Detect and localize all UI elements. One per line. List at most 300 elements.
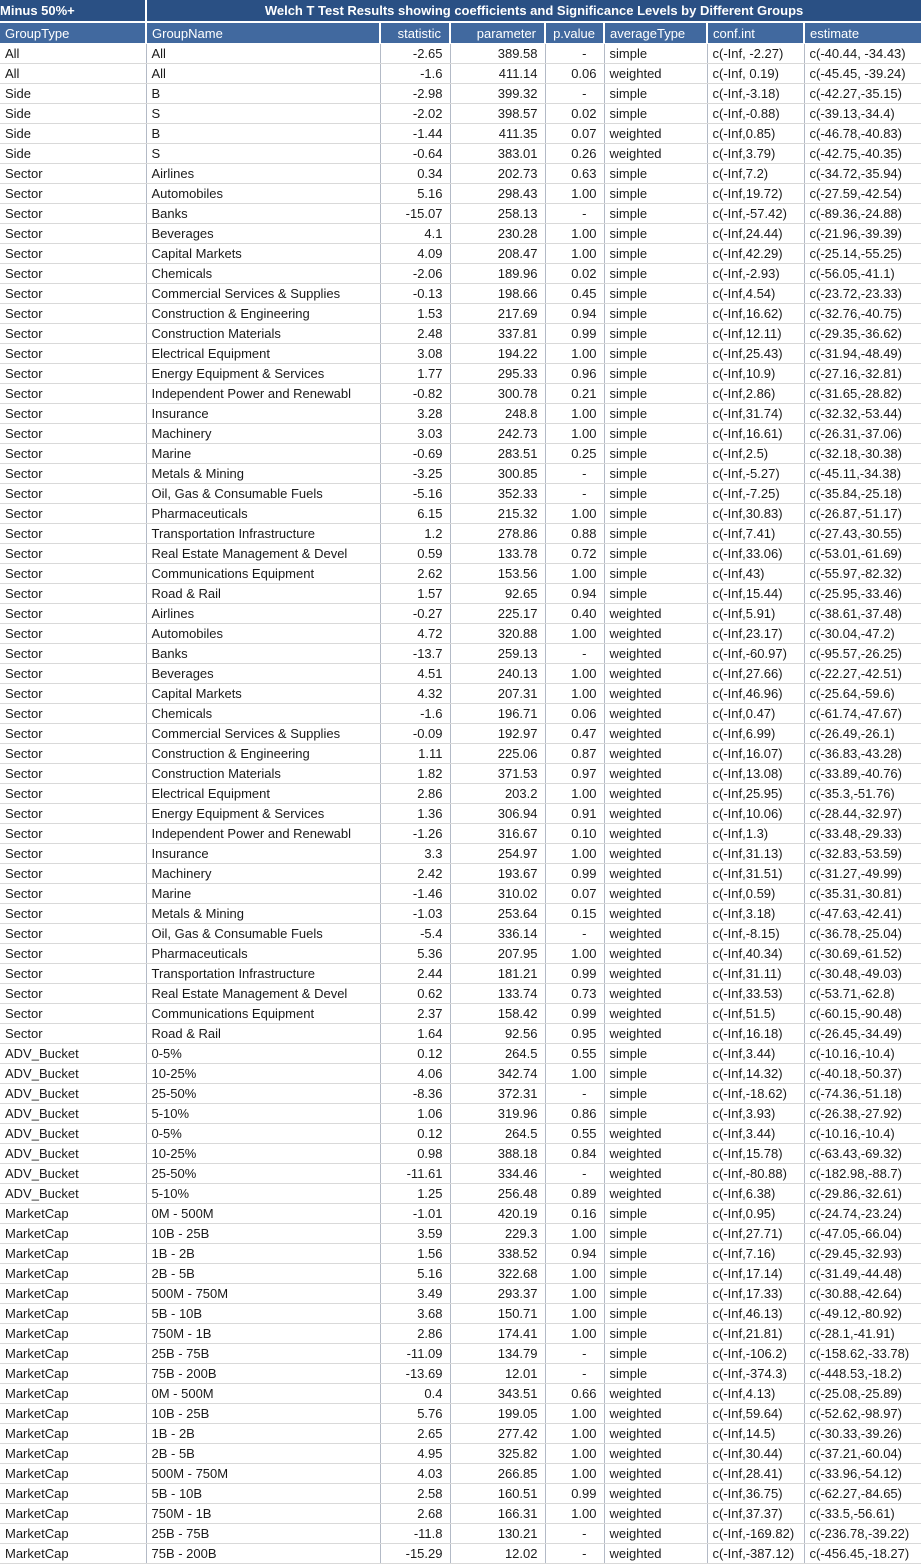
cell-statistic[interactable]: 1.06 bbox=[380, 1104, 450, 1124]
cell-grouptype[interactable]: ADV_Bucket bbox=[0, 1104, 146, 1124]
cell-estimate[interactable]: c(-32.18,-30.38) bbox=[804, 444, 921, 464]
cell-estimate[interactable]: c(-31.65,-28.82) bbox=[804, 384, 921, 404]
cell-pvalue[interactable]: 0.16 bbox=[545, 1204, 604, 1224]
cell-grouptype[interactable]: ADV_Bucket bbox=[0, 1144, 146, 1164]
cell-parameter[interactable]: 203.2 bbox=[450, 784, 545, 804]
cell-averagetype[interactable]: simple bbox=[604, 504, 707, 524]
cell-pvalue[interactable]: 1.00 bbox=[545, 1284, 604, 1304]
cell-confint[interactable]: c(-Inf,7.16) bbox=[707, 1244, 804, 1264]
cell-statistic[interactable]: 1.77 bbox=[380, 364, 450, 384]
cell-estimate[interactable]: c(-10.16,-10.4) bbox=[804, 1124, 921, 1144]
cell-pvalue[interactable]: 0.63 bbox=[545, 164, 604, 184]
cell-groupname[interactable]: 1B - 2B bbox=[146, 1244, 380, 1264]
cell-averagetype[interactable]: weighted bbox=[604, 984, 707, 1004]
cell-grouptype[interactable]: MarketCap bbox=[0, 1524, 146, 1544]
cell-confint[interactable]: c(-Inf,33.06) bbox=[707, 544, 804, 564]
cell-pvalue[interactable]: 0.87 bbox=[545, 744, 604, 764]
cell-parameter[interactable]: 278.86 bbox=[450, 524, 545, 544]
cell-grouptype[interactable]: Sector bbox=[0, 884, 146, 904]
cell-averagetype[interactable]: weighted bbox=[604, 1444, 707, 1464]
cell-parameter[interactable]: 343.51 bbox=[450, 1384, 545, 1404]
cell-groupname[interactable]: 0-5% bbox=[146, 1044, 380, 1064]
cell-pvalue[interactable]: 1.00 bbox=[545, 564, 604, 584]
cell-pvalue[interactable]: 0.99 bbox=[545, 964, 604, 984]
cell-pvalue[interactable]: 0.40 bbox=[545, 604, 604, 624]
cell-averagetype[interactable]: weighted bbox=[604, 764, 707, 784]
cell-grouptype[interactable]: MarketCap bbox=[0, 1304, 146, 1324]
cell-statistic[interactable]: -11.09 bbox=[380, 1344, 450, 1364]
cell-confint[interactable]: c(-Inf,-374.3) bbox=[707, 1364, 804, 1384]
cell-grouptype[interactable]: MarketCap bbox=[0, 1204, 146, 1224]
cell-groupname[interactable]: Airlines bbox=[146, 604, 380, 624]
cell-confint[interactable]: c(-Inf,17.14) bbox=[707, 1264, 804, 1284]
cell-parameter[interactable]: 342.74 bbox=[450, 1064, 545, 1084]
cell-averagetype[interactable]: weighted bbox=[604, 124, 707, 144]
cell-averagetype[interactable]: simple bbox=[604, 1324, 707, 1344]
cell-averagetype[interactable]: weighted bbox=[604, 1184, 707, 1204]
cell-groupname[interactable]: Beverages bbox=[146, 224, 380, 244]
cell-estimate[interactable]: c(-27.43,-30.55) bbox=[804, 524, 921, 544]
cell-statistic[interactable]: 0.4 bbox=[380, 1384, 450, 1404]
cell-statistic[interactable]: -2.65 bbox=[380, 44, 450, 64]
cell-pvalue[interactable]: - bbox=[545, 1544, 604, 1564]
cell-parameter[interactable]: 134.79 bbox=[450, 1344, 545, 1364]
cell-statistic[interactable]: 0.59 bbox=[380, 544, 450, 564]
cell-averagetype[interactable]: weighted bbox=[604, 1484, 707, 1504]
cell-confint[interactable]: c(-Inf,-8.15) bbox=[707, 924, 804, 944]
cell-grouptype[interactable]: MarketCap bbox=[0, 1344, 146, 1364]
cell-pvalue[interactable]: 0.66 bbox=[545, 1384, 604, 1404]
col-header-estimate[interactable]: estimate bbox=[804, 22, 921, 44]
cell-estimate[interactable]: c(-32.83,-53.59) bbox=[804, 844, 921, 864]
cell-pvalue[interactable]: 0.06 bbox=[545, 704, 604, 724]
cell-grouptype[interactable]: MarketCap bbox=[0, 1284, 146, 1304]
cell-confint[interactable]: c(-Inf,-5.27) bbox=[707, 464, 804, 484]
cell-groupname[interactable]: Oil, Gas & Consumable Fuels bbox=[146, 924, 380, 944]
cell-statistic[interactable]: 6.15 bbox=[380, 504, 450, 524]
cell-estimate[interactable]: c(-33.5,-56.61) bbox=[804, 1504, 921, 1524]
cell-estimate[interactable]: c(-31.27,-49.99) bbox=[804, 864, 921, 884]
cell-groupname[interactable]: 5-10% bbox=[146, 1184, 380, 1204]
cell-estimate[interactable]: c(-22.27,-42.51) bbox=[804, 664, 921, 684]
cell-averagetype[interactable]: simple bbox=[604, 1104, 707, 1124]
cell-estimate[interactable]: c(-46.78,-40.83) bbox=[804, 124, 921, 144]
cell-confint[interactable]: c(-Inf,24.44) bbox=[707, 224, 804, 244]
cell-grouptype[interactable]: MarketCap bbox=[0, 1324, 146, 1344]
cell-statistic[interactable]: -13.69 bbox=[380, 1364, 450, 1384]
cell-statistic[interactable]: -5.4 bbox=[380, 924, 450, 944]
cell-groupname[interactable]: Marine bbox=[146, 884, 380, 904]
cell-averagetype[interactable]: weighted bbox=[604, 624, 707, 644]
cell-averagetype[interactable]: simple bbox=[604, 484, 707, 504]
cell-parameter[interactable]: 336.14 bbox=[450, 924, 545, 944]
cell-groupname[interactable]: Construction & Engineering bbox=[146, 304, 380, 324]
cell-estimate[interactable]: c(-26.45,-34.49) bbox=[804, 1024, 921, 1044]
cell-averagetype[interactable]: weighted bbox=[604, 844, 707, 864]
cell-pvalue[interactable]: 1.00 bbox=[545, 404, 604, 424]
cell-groupname[interactable]: Metals & Mining bbox=[146, 464, 380, 484]
cell-averagetype[interactable]: simple bbox=[604, 404, 707, 424]
cell-averagetype[interactable]: weighted bbox=[604, 1384, 707, 1404]
cell-averagetype[interactable]: weighted bbox=[604, 1524, 707, 1544]
cell-parameter[interactable]: 283.51 bbox=[450, 444, 545, 464]
cell-statistic[interactable]: 0.62 bbox=[380, 984, 450, 1004]
cell-groupname[interactable]: All bbox=[146, 44, 380, 64]
cell-grouptype[interactable]: Sector bbox=[0, 1024, 146, 1044]
cell-parameter[interactable]: 240.13 bbox=[450, 664, 545, 684]
cell-statistic[interactable]: 2.62 bbox=[380, 564, 450, 584]
cell-groupname[interactable]: 750M - 1B bbox=[146, 1504, 380, 1524]
cell-groupname[interactable]: Insurance bbox=[146, 404, 380, 424]
cell-averagetype[interactable]: weighted bbox=[604, 1424, 707, 1444]
cell-confint[interactable]: c(-Inf,17.33) bbox=[707, 1284, 804, 1304]
cell-pvalue[interactable]: 1.00 bbox=[545, 1504, 604, 1524]
cell-estimate[interactable]: c(-30.48,-49.03) bbox=[804, 964, 921, 984]
cell-groupname[interactable]: S bbox=[146, 104, 380, 124]
cell-statistic[interactable]: -13.7 bbox=[380, 644, 450, 664]
cell-averagetype[interactable]: simple bbox=[604, 84, 707, 104]
cell-groupname[interactable]: Communications Equipment bbox=[146, 1004, 380, 1024]
cell-statistic[interactable]: 2.44 bbox=[380, 964, 450, 984]
cell-grouptype[interactable]: Sector bbox=[0, 204, 146, 224]
cell-estimate[interactable]: c(-42.27,-35.15) bbox=[804, 84, 921, 104]
cell-parameter[interactable]: 254.97 bbox=[450, 844, 545, 864]
cell-groupname[interactable]: 5B - 10B bbox=[146, 1484, 380, 1504]
cell-statistic[interactable]: 3.59 bbox=[380, 1224, 450, 1244]
cell-pvalue[interactable]: 0.10 bbox=[545, 824, 604, 844]
cell-grouptype[interactable]: Side bbox=[0, 124, 146, 144]
cell-groupname[interactable]: Independent Power and Renewabl bbox=[146, 824, 380, 844]
cell-grouptype[interactable]: MarketCap bbox=[0, 1504, 146, 1524]
cell-statistic[interactable]: -1.6 bbox=[380, 704, 450, 724]
cell-averagetype[interactable]: simple bbox=[604, 1244, 707, 1264]
cell-statistic[interactable]: 4.03 bbox=[380, 1464, 450, 1484]
cell-parameter[interactable]: 399.32 bbox=[450, 84, 545, 104]
cell-parameter[interactable]: 198.66 bbox=[450, 284, 545, 304]
cell-grouptype[interactable]: Sector bbox=[0, 784, 146, 804]
cell-groupname[interactable]: Transportation Infrastructure bbox=[146, 524, 380, 544]
cell-pvalue[interactable]: 0.15 bbox=[545, 904, 604, 924]
cell-grouptype[interactable]: MarketCap bbox=[0, 1444, 146, 1464]
cell-confint[interactable]: c(-Inf,2.5) bbox=[707, 444, 804, 464]
cell-confint[interactable]: c(-Inf,-169.82) bbox=[707, 1524, 804, 1544]
cell-averagetype[interactable]: simple bbox=[604, 1364, 707, 1384]
cell-averagetype[interactable]: weighted bbox=[604, 1004, 707, 1024]
cell-pvalue[interactable]: 1.00 bbox=[545, 184, 604, 204]
cell-grouptype[interactable]: Sector bbox=[0, 404, 146, 424]
cell-statistic[interactable]: 1.53 bbox=[380, 304, 450, 324]
cell-parameter[interactable]: 325.82 bbox=[450, 1444, 545, 1464]
cell-averagetype[interactable]: simple bbox=[604, 264, 707, 284]
cell-estimate[interactable]: c(-47.05,-66.04) bbox=[804, 1224, 921, 1244]
cell-groupname[interactable]: S bbox=[146, 144, 380, 164]
cell-parameter[interactable]: 229.3 bbox=[450, 1224, 545, 1244]
cell-pvalue[interactable]: 1.00 bbox=[545, 224, 604, 244]
cell-estimate[interactable]: c(-32.76,-40.75) bbox=[804, 304, 921, 324]
cell-pvalue[interactable]: 1.00 bbox=[545, 1264, 604, 1284]
cell-groupname[interactable]: Banks bbox=[146, 204, 380, 224]
cell-confint[interactable]: c(-Inf,59.64) bbox=[707, 1404, 804, 1424]
cell-estimate[interactable]: c(-35.84,-25.18) bbox=[804, 484, 921, 504]
cell-estimate[interactable]: c(-61.74,-47.67) bbox=[804, 704, 921, 724]
cell-estimate[interactable]: c(-36.78,-25.04) bbox=[804, 924, 921, 944]
cell-statistic[interactable]: 1.2 bbox=[380, 524, 450, 544]
cell-averagetype[interactable]: simple bbox=[604, 524, 707, 544]
cell-confint[interactable]: c(-Inf,2.86) bbox=[707, 384, 804, 404]
cell-groupname[interactable]: 2B - 5B bbox=[146, 1444, 380, 1464]
cell-averagetype[interactable]: simple bbox=[604, 1084, 707, 1104]
cell-confint[interactable]: c(-Inf,31.51) bbox=[707, 864, 804, 884]
cell-statistic[interactable]: 4.32 bbox=[380, 684, 450, 704]
cell-groupname[interactable]: Marine bbox=[146, 444, 380, 464]
cell-parameter[interactable]: 371.53 bbox=[450, 764, 545, 784]
cell-statistic[interactable]: -15.29 bbox=[380, 1544, 450, 1564]
cell-confint[interactable]: c(-Inf,30.83) bbox=[707, 504, 804, 524]
cell-grouptype[interactable]: ADV_Bucket bbox=[0, 1124, 146, 1144]
cell-parameter[interactable]: 319.96 bbox=[450, 1104, 545, 1124]
cell-groupname[interactable]: Transportation Infrastructure bbox=[146, 964, 380, 984]
cell-pvalue[interactable]: 0.21 bbox=[545, 384, 604, 404]
cell-averagetype[interactable]: simple bbox=[604, 464, 707, 484]
cell-statistic[interactable]: -2.98 bbox=[380, 84, 450, 104]
cell-confint[interactable]: c(-Inf,31.13) bbox=[707, 844, 804, 864]
cell-parameter[interactable]: 389.58 bbox=[450, 44, 545, 64]
cell-estimate[interactable]: c(-29.86,-32.61) bbox=[804, 1184, 921, 1204]
cell-pvalue[interactable]: 1.00 bbox=[545, 624, 604, 644]
cell-confint[interactable]: c(-Inf,42.29) bbox=[707, 244, 804, 264]
cell-averagetype[interactable]: weighted bbox=[604, 824, 707, 844]
cell-confint[interactable]: c(-Inf,31.11) bbox=[707, 964, 804, 984]
cell-averagetype[interactable]: simple bbox=[604, 384, 707, 404]
cell-groupname[interactable]: Beverages bbox=[146, 664, 380, 684]
cell-confint[interactable]: c(-Inf,4.54) bbox=[707, 284, 804, 304]
cell-estimate[interactable]: c(-28.44,-32.97) bbox=[804, 804, 921, 824]
cell-statistic[interactable]: 3.28 bbox=[380, 404, 450, 424]
cell-confint[interactable]: c(-Inf,3.44) bbox=[707, 1124, 804, 1144]
cell-grouptype[interactable]: Sector bbox=[0, 864, 146, 884]
cell-averagetype[interactable]: weighted bbox=[604, 1144, 707, 1164]
cell-confint[interactable]: c(-Inf,4.13) bbox=[707, 1384, 804, 1404]
cell-confint[interactable]: c(-Inf, -2.27) bbox=[707, 44, 804, 64]
cell-pvalue[interactable]: 1.00 bbox=[545, 844, 604, 864]
cell-averagetype[interactable]: simple bbox=[604, 224, 707, 244]
cell-parameter[interactable]: 383.01 bbox=[450, 144, 545, 164]
cell-pvalue[interactable]: 0.99 bbox=[545, 1004, 604, 1024]
cell-grouptype[interactable]: Sector bbox=[0, 944, 146, 964]
cell-pvalue[interactable]: 0.25 bbox=[545, 444, 604, 464]
cell-pvalue[interactable]: 0.94 bbox=[545, 584, 604, 604]
cell-groupname[interactable]: Metals & Mining bbox=[146, 904, 380, 924]
cell-parameter[interactable]: 150.71 bbox=[450, 1304, 545, 1324]
cell-statistic[interactable]: -5.16 bbox=[380, 484, 450, 504]
cell-grouptype[interactable]: Sector bbox=[0, 844, 146, 864]
cell-estimate[interactable]: c(-38.61,-37.48) bbox=[804, 604, 921, 624]
cell-parameter[interactable]: 352.33 bbox=[450, 484, 545, 504]
cell-statistic[interactable]: 2.42 bbox=[380, 864, 450, 884]
cell-estimate[interactable]: c(-63.43,-69.32) bbox=[804, 1144, 921, 1164]
cell-parameter[interactable]: 264.5 bbox=[450, 1124, 545, 1144]
cell-averagetype[interactable]: weighted bbox=[604, 724, 707, 744]
cell-pvalue[interactable]: 1.00 bbox=[545, 1424, 604, 1444]
cell-grouptype[interactable]: Sector bbox=[0, 304, 146, 324]
cell-averagetype[interactable]: simple bbox=[604, 1264, 707, 1284]
cell-grouptype[interactable]: Sector bbox=[0, 364, 146, 384]
cell-pvalue[interactable]: 0.99 bbox=[545, 1484, 604, 1504]
cell-statistic[interactable]: -8.36 bbox=[380, 1084, 450, 1104]
cell-confint[interactable]: c(-Inf,-57.42) bbox=[707, 204, 804, 224]
cell-statistic[interactable]: 1.11 bbox=[380, 744, 450, 764]
cell-confint[interactable]: c(-Inf,3.44) bbox=[707, 1044, 804, 1064]
cell-estimate[interactable]: c(-30.04,-47.2) bbox=[804, 624, 921, 644]
cell-confint[interactable]: c(-Inf,27.66) bbox=[707, 664, 804, 684]
cell-pvalue[interactable]: 1.00 bbox=[545, 424, 604, 444]
cell-statistic[interactable]: 4.09 bbox=[380, 244, 450, 264]
cell-grouptype[interactable]: MarketCap bbox=[0, 1484, 146, 1504]
cell-statistic[interactable]: -11.61 bbox=[380, 1164, 450, 1184]
cell-groupname[interactable]: B bbox=[146, 84, 380, 104]
col-header-grouptype[interactable]: GroupType bbox=[0, 22, 146, 44]
cell-confint[interactable]: c(-Inf,28.41) bbox=[707, 1464, 804, 1484]
cell-pvalue[interactable]: 1.00 bbox=[545, 1224, 604, 1244]
cell-confint[interactable]: c(-Inf,30.44) bbox=[707, 1444, 804, 1464]
cell-confint[interactable]: c(-Inf,-7.25) bbox=[707, 484, 804, 504]
cell-parameter[interactable]: 259.13 bbox=[450, 644, 545, 664]
cell-pvalue[interactable]: - bbox=[545, 1084, 604, 1104]
cell-pvalue[interactable]: 0.06 bbox=[545, 64, 604, 84]
cell-statistic[interactable]: 2.48 bbox=[380, 324, 450, 344]
cell-parameter[interactable]: 316.67 bbox=[450, 824, 545, 844]
cell-pvalue[interactable]: 1.00 bbox=[545, 1464, 604, 1484]
cell-grouptype[interactable]: Sector bbox=[0, 284, 146, 304]
cell-estimate[interactable]: c(-45.45, -39.24) bbox=[804, 64, 921, 84]
cell-parameter[interactable]: 398.57 bbox=[450, 104, 545, 124]
cell-estimate[interactable]: c(-33.96,-54.12) bbox=[804, 1464, 921, 1484]
cell-estimate[interactable]: c(-24.74,-23.24) bbox=[804, 1204, 921, 1224]
cell-parameter[interactable]: 277.42 bbox=[450, 1424, 545, 1444]
cell-pvalue[interactable]: - bbox=[545, 464, 604, 484]
cell-groupname[interactable]: Oil, Gas & Consumable Fuels bbox=[146, 484, 380, 504]
cell-averagetype[interactable]: weighted bbox=[604, 664, 707, 684]
cell-grouptype[interactable]: MarketCap bbox=[0, 1424, 146, 1444]
cell-averagetype[interactable]: simple bbox=[604, 584, 707, 604]
cell-grouptype[interactable]: MarketCap bbox=[0, 1544, 146, 1564]
col-header-confint[interactable]: conf.int bbox=[707, 22, 804, 44]
cell-confint[interactable]: c(-Inf,16.07) bbox=[707, 744, 804, 764]
cell-parameter[interactable]: 207.31 bbox=[450, 684, 545, 704]
cell-confint[interactable]: c(-Inf, 0.19) bbox=[707, 64, 804, 84]
cell-confint[interactable]: c(-Inf,-2.93) bbox=[707, 264, 804, 284]
cell-groupname[interactable]: Construction & Engineering bbox=[146, 744, 380, 764]
cell-parameter[interactable]: 130.21 bbox=[450, 1524, 545, 1544]
cell-groupname[interactable]: Construction Materials bbox=[146, 324, 380, 344]
cell-grouptype[interactable]: Sector bbox=[0, 644, 146, 664]
cell-pvalue[interactable]: - bbox=[545, 44, 604, 64]
cell-grouptype[interactable]: Sector bbox=[0, 664, 146, 684]
cell-parameter[interactable]: 334.46 bbox=[450, 1164, 545, 1184]
cell-parameter[interactable]: 133.74 bbox=[450, 984, 545, 1004]
cell-pvalue[interactable]: 0.72 bbox=[545, 544, 604, 564]
cell-groupname[interactable]: 2B - 5B bbox=[146, 1264, 380, 1284]
cell-averagetype[interactable]: simple bbox=[604, 284, 707, 304]
cell-groupname[interactable]: 750M - 1B bbox=[146, 1324, 380, 1344]
cell-parameter[interactable]: 215.32 bbox=[450, 504, 545, 524]
cell-grouptype[interactable]: Sector bbox=[0, 524, 146, 544]
cell-pvalue[interactable]: 0.95 bbox=[545, 1024, 604, 1044]
cell-confint[interactable]: c(-Inf,16.18) bbox=[707, 1024, 804, 1044]
cell-pvalue[interactable]: 0.26 bbox=[545, 144, 604, 164]
cell-parameter[interactable]: 199.05 bbox=[450, 1404, 545, 1424]
cell-parameter[interactable]: 264.5 bbox=[450, 1044, 545, 1064]
cell-groupname[interactable]: 0M - 500M bbox=[146, 1204, 380, 1224]
cell-averagetype[interactable]: simple bbox=[604, 184, 707, 204]
cell-grouptype[interactable]: Sector bbox=[0, 184, 146, 204]
cell-grouptype[interactable]: Sector bbox=[0, 764, 146, 784]
cell-pvalue[interactable]: 0.07 bbox=[545, 124, 604, 144]
cell-statistic[interactable]: 4.1 bbox=[380, 224, 450, 244]
cell-grouptype[interactable]: MarketCap bbox=[0, 1264, 146, 1284]
cell-estimate[interactable]: c(-95.57,-26.25) bbox=[804, 644, 921, 664]
cell-confint[interactable]: c(-Inf,21.81) bbox=[707, 1324, 804, 1344]
cell-grouptype[interactable]: Sector bbox=[0, 984, 146, 1004]
cell-parameter[interactable]: 12.01 bbox=[450, 1364, 545, 1384]
cell-estimate[interactable]: c(-56.05,-41.1) bbox=[804, 264, 921, 284]
cell-estimate[interactable]: c(-30.33,-39.26) bbox=[804, 1424, 921, 1444]
cell-averagetype[interactable]: weighted bbox=[604, 904, 707, 924]
cell-estimate[interactable]: c(-26.87,-51.17) bbox=[804, 504, 921, 524]
cell-pvalue[interactable]: - bbox=[545, 644, 604, 664]
cell-parameter[interactable]: 194.22 bbox=[450, 344, 545, 364]
cell-groupname[interactable]: Capital Markets bbox=[146, 684, 380, 704]
cell-pvalue[interactable]: 0.47 bbox=[545, 724, 604, 744]
cell-statistic[interactable]: 5.76 bbox=[380, 1404, 450, 1424]
cell-grouptype[interactable]: Sector bbox=[0, 344, 146, 364]
cell-statistic[interactable]: 3.08 bbox=[380, 344, 450, 364]
cell-grouptype[interactable]: Side bbox=[0, 84, 146, 104]
cell-averagetype[interactable]: simple bbox=[604, 1204, 707, 1224]
cell-parameter[interactable]: 12.02 bbox=[450, 1544, 545, 1564]
cell-grouptype[interactable]: MarketCap bbox=[0, 1244, 146, 1264]
cell-averagetype[interactable]: weighted bbox=[604, 964, 707, 984]
cell-grouptype[interactable]: Sector bbox=[0, 584, 146, 604]
cell-estimate[interactable]: c(-32.32,-53.44) bbox=[804, 404, 921, 424]
cell-parameter[interactable]: 298.43 bbox=[450, 184, 545, 204]
cell-grouptype[interactable]: ADV_Bucket bbox=[0, 1164, 146, 1184]
cell-parameter[interactable]: 153.56 bbox=[450, 564, 545, 584]
cell-groupname[interactable]: 10-25% bbox=[146, 1064, 380, 1084]
cell-grouptype[interactable]: MarketCap bbox=[0, 1384, 146, 1404]
cell-averagetype[interactable]: weighted bbox=[604, 1404, 707, 1424]
cell-groupname[interactable]: 75B - 200B bbox=[146, 1544, 380, 1564]
col-header-averagetype[interactable]: averageType bbox=[604, 22, 707, 44]
cell-parameter[interactable]: 217.69 bbox=[450, 304, 545, 324]
cell-averagetype[interactable]: weighted bbox=[604, 884, 707, 904]
cell-parameter[interactable]: 92.65 bbox=[450, 584, 545, 604]
cell-groupname[interactable]: 10-25% bbox=[146, 1144, 380, 1164]
cell-parameter[interactable]: 300.78 bbox=[450, 384, 545, 404]
cell-confint[interactable]: c(-Inf,46.13) bbox=[707, 1304, 804, 1324]
cell-grouptype[interactable]: Side bbox=[0, 104, 146, 124]
cell-groupname[interactable]: Communications Equipment bbox=[146, 564, 380, 584]
cell-estimate[interactable]: c(-33.89,-40.76) bbox=[804, 764, 921, 784]
cell-groupname[interactable]: Energy Equipment & Services bbox=[146, 804, 380, 824]
cell-estimate[interactable]: c(-53.71,-62.8) bbox=[804, 984, 921, 1004]
cell-averagetype[interactable]: weighted bbox=[604, 1504, 707, 1524]
cell-confint[interactable]: c(-Inf,14.32) bbox=[707, 1064, 804, 1084]
cell-averagetype[interactable]: simple bbox=[604, 544, 707, 564]
cell-statistic[interactable]: 4.95 bbox=[380, 1444, 450, 1464]
cell-estimate[interactable]: c(-55.97,-82.32) bbox=[804, 564, 921, 584]
cell-grouptype[interactable]: Sector bbox=[0, 164, 146, 184]
